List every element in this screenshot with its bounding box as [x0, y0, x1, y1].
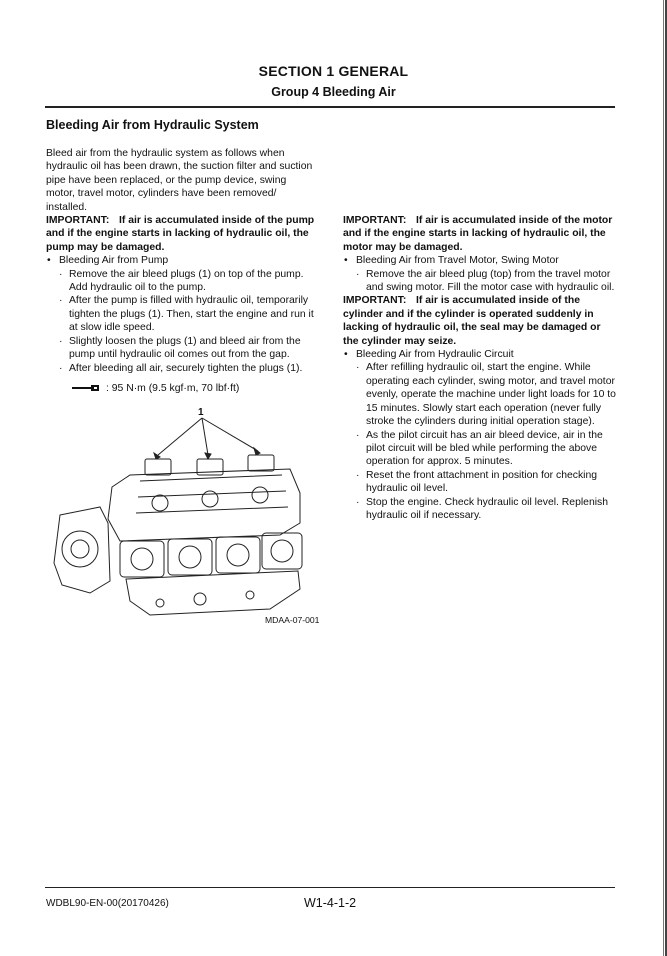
bullet-label: Bleeding Air from Hydraulic Circuit [356, 349, 514, 361]
port [202, 491, 218, 507]
torque-wrench-icon [72, 384, 100, 392]
page-edge-line [663, 0, 664, 956]
pump-body-ridges [136, 475, 288, 513]
drive-shaft [71, 540, 89, 558]
important-note-cylinder [343, 294, 618, 348]
pump-figure [50, 403, 312, 623]
bullet-pump [46, 254, 318, 267]
list-item [343, 496, 618, 523]
step-text: After the pump is filled with hydraulic oil, temporarily tighten the plugs (1). Then, start the engine and run it at slow idle speed. [69, 295, 314, 334]
important-note-pump [46, 214, 318, 254]
step-text: Slightly loosen the plugs (1) and bleed air from the pump until hydraulic oil comes out from the gap. [69, 335, 301, 361]
bullet-mark: • [344, 255, 348, 267]
valve-plate [168, 539, 212, 575]
important-label: IMPORTANT: [46, 215, 110, 227]
step-text: As the pilot circuit has an air bleed device, air in the pilot circuit will be bled while performing the above operation for approx. 5 minutes. [366, 429, 603, 468]
list-item [46, 294, 318, 334]
bolt [246, 591, 254, 599]
leader-line-middle [202, 418, 208, 455]
page-number: W1-4-1-2 [304, 896, 357, 910]
step-text: After refilling hydraulic oil, start the engine. While operating each cylinder, swing motor, and travel motor evenly, operate the machine under light loads for 10 to 15 minutes. Slowly start each operation (never fully stroke the cylinders during initial operation stage). [366, 362, 616, 428]
important-text: If air is accumulated inside of the pump and if the engine starts in lacking of hydraulic oil, the pump may be damaged. [46, 215, 315, 253]
intro-paragraph: Bleed air from the hydraulic system as follows when hydraulic oil has been drawn, the suction filter and suction pipe have been replaced, or the pump device, swing motor, travel motor, cylinders have been removed/ installed. [46, 148, 313, 213]
group-heading: Group 4 Bleeding Air [271, 85, 396, 99]
bleed-plug-right [248, 455, 274, 471]
section-heading: SECTION 1 GENERAL [258, 63, 409, 79]
leader-line-left [158, 418, 202, 455]
pump-body-lower [126, 571, 300, 615]
step-mark: · [59, 335, 63, 347]
step-text: After bleeding all air, securely tighten the plugs (1). [69, 362, 303, 374]
valve-port [227, 544, 249, 566]
important-text: If air is accumulated inside of the cylinder and if the cylinder is operated suddenly in lacking of hydraulic oil, the seal may be damaged or the cylinder may seize. [343, 295, 601, 347]
port [252, 487, 268, 503]
right-column [343, 214, 618, 522]
bleed-plug-left [145, 459, 171, 475]
bullet-label: Bleeding Air from Pump [59, 255, 169, 267]
important-label: IMPORTANT: [343, 295, 407, 307]
document-id: WDBL90-EN-00(20170426) [46, 898, 169, 909]
port [152, 495, 168, 511]
list-item [343, 469, 618, 496]
step-mark: · [59, 268, 63, 280]
torque-value: : 95 N·m (9.5 kgf·m, 70 lbf·ft) [106, 383, 240, 394]
step-mark: · [356, 362, 360, 374]
list-item [343, 361, 618, 428]
step-mark: · [356, 469, 360, 481]
list-item [46, 362, 318, 375]
step-mark: · [356, 429, 360, 441]
step-mark: · [356, 268, 360, 280]
header-rule [45, 106, 615, 108]
valve-plate [120, 541, 164, 577]
list-item [46, 268, 318, 295]
step-text: Reset the front attachment in position for checking hydraulic oil level. [366, 469, 598, 495]
valve-port [131, 548, 153, 570]
important-label: IMPORTANT: [343, 215, 407, 226]
bullet-mark: • [47, 255, 51, 267]
important-text: If air is accumulated inside of the motor and if the engine starts in lacking of hydraulic oil, the motor may be damaged. [343, 215, 613, 253]
important-note-motor [343, 214, 618, 254]
list-item [343, 268, 618, 295]
bullet-hydraulic-circuit [343, 348, 618, 361]
step-mark: · [356, 496, 360, 508]
step-text: Remove the air bleed plugs (1) on top of the pump. Add hydraulic oil to the pump. [69, 268, 304, 294]
step-text: Stop the engine. Check hydraulic oil level. Replenish hydraulic oil if necessary. [366, 496, 609, 521]
bullet-label: Bleeding Air from Travel Motor, Swing Motor [356, 255, 559, 267]
valve-port [271, 540, 293, 562]
figure-callout: 1 [198, 407, 204, 418]
valve-port [179, 546, 201, 568]
bolt [156, 599, 164, 607]
torque-spec [72, 382, 239, 395]
footer-rule [45, 887, 615, 888]
leader-line-right [202, 418, 258, 451]
figure-caption: MDAA-07-001 [265, 615, 320, 625]
bullet-mark: • [344, 349, 348, 361]
step-mark: · [59, 362, 63, 374]
list-item [343, 429, 618, 469]
valve-plate [262, 533, 302, 569]
left-column [46, 147, 318, 375]
page-title: Bleeding Air from Hydraulic System [46, 118, 259, 132]
step-text: Remove the air bleed plug (top) from the travel motor and swing motor. Fill the motor case with hydraulic oil. [366, 268, 615, 294]
list-item [46, 335, 318, 362]
drive-hub [62, 531, 98, 567]
bolt [194, 593, 206, 605]
bullet-travel-swing [343, 254, 618, 267]
step-mark: · [59, 295, 63, 307]
valve-plate [216, 537, 260, 573]
